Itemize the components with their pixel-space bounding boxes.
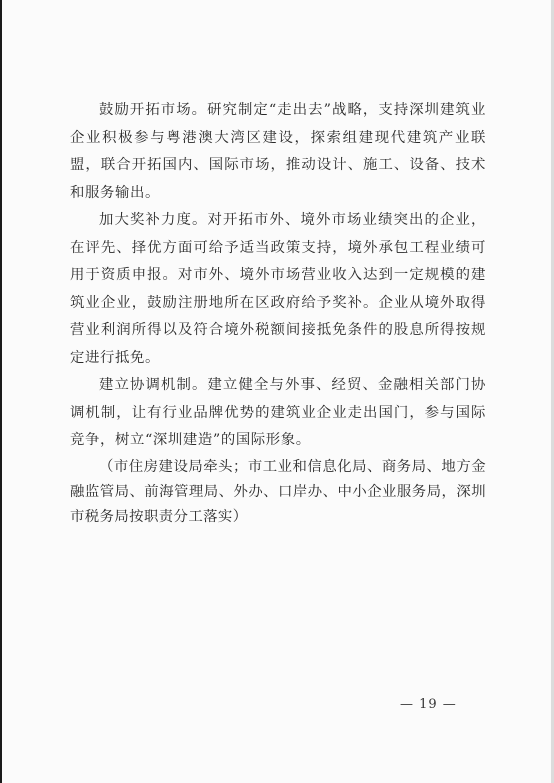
scan-edge-left <box>0 0 2 783</box>
paragraph-open-markets: 鼓励开拓市场。研究制定“走出去”战略，支持深圳建筑业企业积极参与粤港澳大湾区建设，探索组建现代建筑产业联盟，联合开拓国内、国际市场，推动设计、施工、设备、技术和服务输出。 <box>70 102 486 201</box>
paragraph-coordination-mechanism: 建立协调机制。建立健全与外事、经贸、金融相关部门协调机制，让有行业品牌优势的建筑业企业走出国门，参与国际竞争，树立“深圳建造”的国际形象。 <box>70 377 486 448</box>
page-number: — 19 — <box>400 697 457 712</box>
responsibility-note: （市住房建设局牵头；市工业和信息化局、商务局、地方金融监管局、前海管理局、外办、口岸办、中小企业服务局，深圳市税务局按职责分工落实） <box>70 458 486 525</box>
body-text <box>70 97 486 530</box>
paragraph-rewards-subsidies: 加大奖补力度。对开拓市外、境外市场业绩突出的企业，在评先、择优方面可给予适当政策支持，境外承包工程业绩可用于资质申报。对市外、境外市场营业收入达到一定规模的建筑业企业，鼓励注册地所在区政府给予奖补。企业从境外取得营业利润所得以及符合境外税额间接抵免条件的股息所得按规定进行抵免。 <box>70 212 486 366</box>
